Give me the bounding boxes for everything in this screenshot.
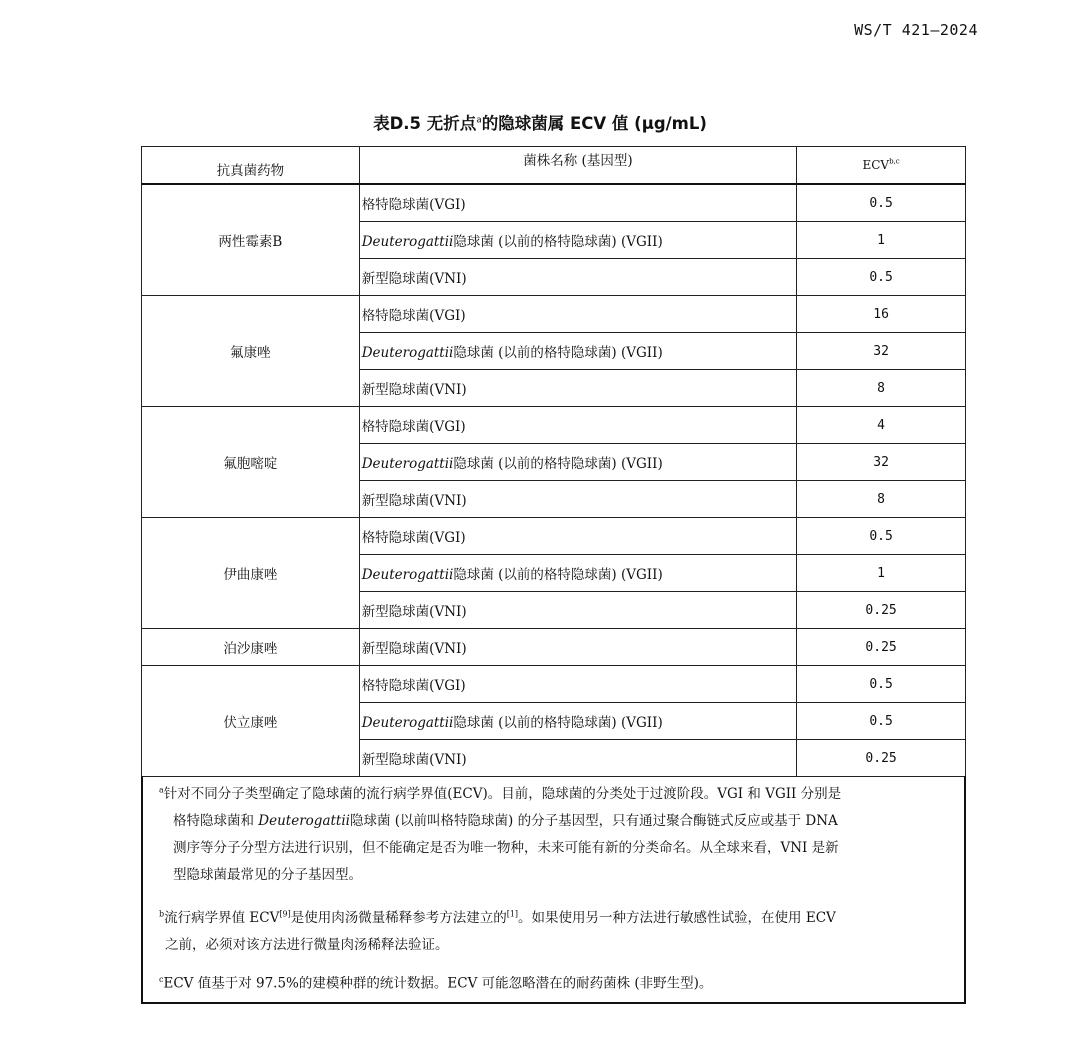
ecv-value-cell: 0.5 <box>797 259 966 296</box>
table-title <box>0 110 1080 134</box>
strain-cell <box>359 592 796 629</box>
strain-name: 格特隐球菌(VGI) <box>361 308 466 324</box>
strain-italic-name: Deuterogattii <box>361 456 454 472</box>
strain-name: 新型隐球菌(VNI) <box>361 493 467 509</box>
footnote-b: $^b$流行病学界值 ECV[9]是使用肉汤微量稀释参考方法建立的[1]。如果使用另一种方法进行敏感性试验，在使用 ECV 之前，必须对该方法进行微量肉汤稀释法验证。 <box>159 909 836 953</box>
strain-name: 格特隐球菌(VGI) <box>361 197 466 213</box>
ecv-value-cell: 0.25 <box>797 629 966 666</box>
strain-cell <box>359 184 796 222</box>
ecv-value-cell: 0.25 <box>797 592 966 629</box>
drug-name-cell: 氟胞嘧啶 <box>142 407 360 518</box>
strain-cell <box>359 370 796 407</box>
table-header-row <box>142 147 966 185</box>
col-header-drug: 抗真菌药物 <box>142 147 360 185</box>
strain-cell <box>359 666 796 703</box>
strain-cell <box>359 444 796 481</box>
table-row <box>142 407 966 444</box>
drug-name-cell: 伊曲康唑 <box>142 518 360 629</box>
ecv-value-cell: 0.5 <box>797 184 966 222</box>
ecv-table <box>141 146 966 777</box>
strain-name: 隐球菌 (以前的格特隐球菌) (VGII) <box>453 567 663 583</box>
ecv-value-cell: 32 <box>797 333 966 370</box>
strain-name: 格特隐球菌(VGI) <box>361 678 466 694</box>
ecv-value-cell: 1 <box>797 222 966 259</box>
table-row <box>142 184 966 222</box>
strain-italic-name: Deuterogattii <box>361 715 454 731</box>
strain-name: 隐球菌 (以前的格特隐球菌) (VGII) <box>453 234 663 250</box>
drug-name-cell: 两性霉素B <box>142 184 360 296</box>
strain-name: 新型隐球菌(VNI) <box>361 382 467 398</box>
ecv-value-cell: 0.5 <box>797 518 966 555</box>
drug-name-cell: 泊沙康唑 <box>142 629 360 666</box>
strain-name: 隐球菌 (以前的格特隐球菌) (VGII) <box>453 345 663 361</box>
strain-cell <box>359 296 796 333</box>
table-row <box>142 296 966 333</box>
title-suffix: 的隐球菌属 ECV 值 (µg/mL) <box>481 114 707 133</box>
strain-cell <box>359 629 796 666</box>
drug-name-cell: 伏立康唑 <box>142 666 360 777</box>
title-prefix: 表D.5 无折点 <box>373 114 477 133</box>
strain-name: 格特隐球菌(VGI) <box>361 419 466 435</box>
strain-cell <box>359 333 796 370</box>
strain-italic-name: Deuterogattii <box>361 567 454 583</box>
ecv-value-cell: 1 <box>797 555 966 592</box>
table-row <box>142 518 966 555</box>
ecv-value-cell: 8 <box>797 481 966 518</box>
table-body <box>142 184 966 777</box>
strain-cell <box>359 740 796 777</box>
strain-name: 新型隐球菌(VNI) <box>361 641 467 657</box>
footnotes-box <box>141 776 966 1004</box>
table-row <box>142 629 966 666</box>
strain-cell <box>359 518 796 555</box>
strain-cell <box>359 481 796 518</box>
ecv-value-cell: 4 <box>797 407 966 444</box>
ecv-value-cell: 32 <box>797 444 966 481</box>
ecv-value-cell: 16 <box>797 296 966 333</box>
strain-cell <box>359 259 796 296</box>
drug-name-cell: 氟康唑 <box>142 296 360 407</box>
standard-number: WS/T 421—2024 <box>854 21 978 39</box>
title-footnote-mark: a <box>476 115 482 126</box>
ecv-value-cell: 0.5 <box>797 666 966 703</box>
ecv-value-cell: 8 <box>797 370 966 407</box>
strain-cell <box>359 407 796 444</box>
strain-cell <box>359 222 796 259</box>
strain-italic-name: Deuterogattii <box>361 345 454 361</box>
strain-italic-name: Deuterogattii <box>361 234 454 250</box>
strain-name: 新型隐球菌(VNI) <box>361 752 467 768</box>
col-header-strain: 菌株名称 (基因型) <box>359 147 796 185</box>
strain-name: 格特隐球菌(VGI) <box>361 530 466 546</box>
ecv-value-cell: 0.5 <box>797 703 966 740</box>
strain-name: 新型隐球菌(VNI) <box>361 604 467 620</box>
ecv-value-cell: 0.25 <box>797 740 966 777</box>
strain-cell <box>359 703 796 740</box>
strain-name: 隐球菌 (以前的格特隐球菌) (VGII) <box>453 456 663 472</box>
footnote-a: $^a$针对不同分子类型确定了隐球菌的流行病学界值(ECV)。目前，隐球菌的分类处于过渡阶段。VGI 和 VGII 分别是 格特隐球菌和 Deuterogattii隐球菌 (以前叫格特隐球菌) 的分子基因型，只有通过聚合酶链式反应或基于 DNA 测序等分子分型方法进行识别，但不能确定是否为唯一物种，未来可能有新的分类命名。从全球来看，VNI 是新 型隐球菌最常见的分子基因型。 <box>159 785 842 883</box>
footnote-c: $^c$ECV 值基于对 97.5%的建模种群的统计数据。ECV 可能忽略潜在的耐药菌株 (非野生型)。 <box>159 975 713 992</box>
strain-cell <box>359 555 796 592</box>
table-row <box>142 666 966 703</box>
strain-name: 隐球菌 (以前的格特隐球菌) (VGII) <box>453 715 663 731</box>
col-header-ecv: ECV$^{b,c}$ <box>797 147 966 185</box>
strain-name: 新型隐球菌(VNI) <box>361 271 467 287</box>
